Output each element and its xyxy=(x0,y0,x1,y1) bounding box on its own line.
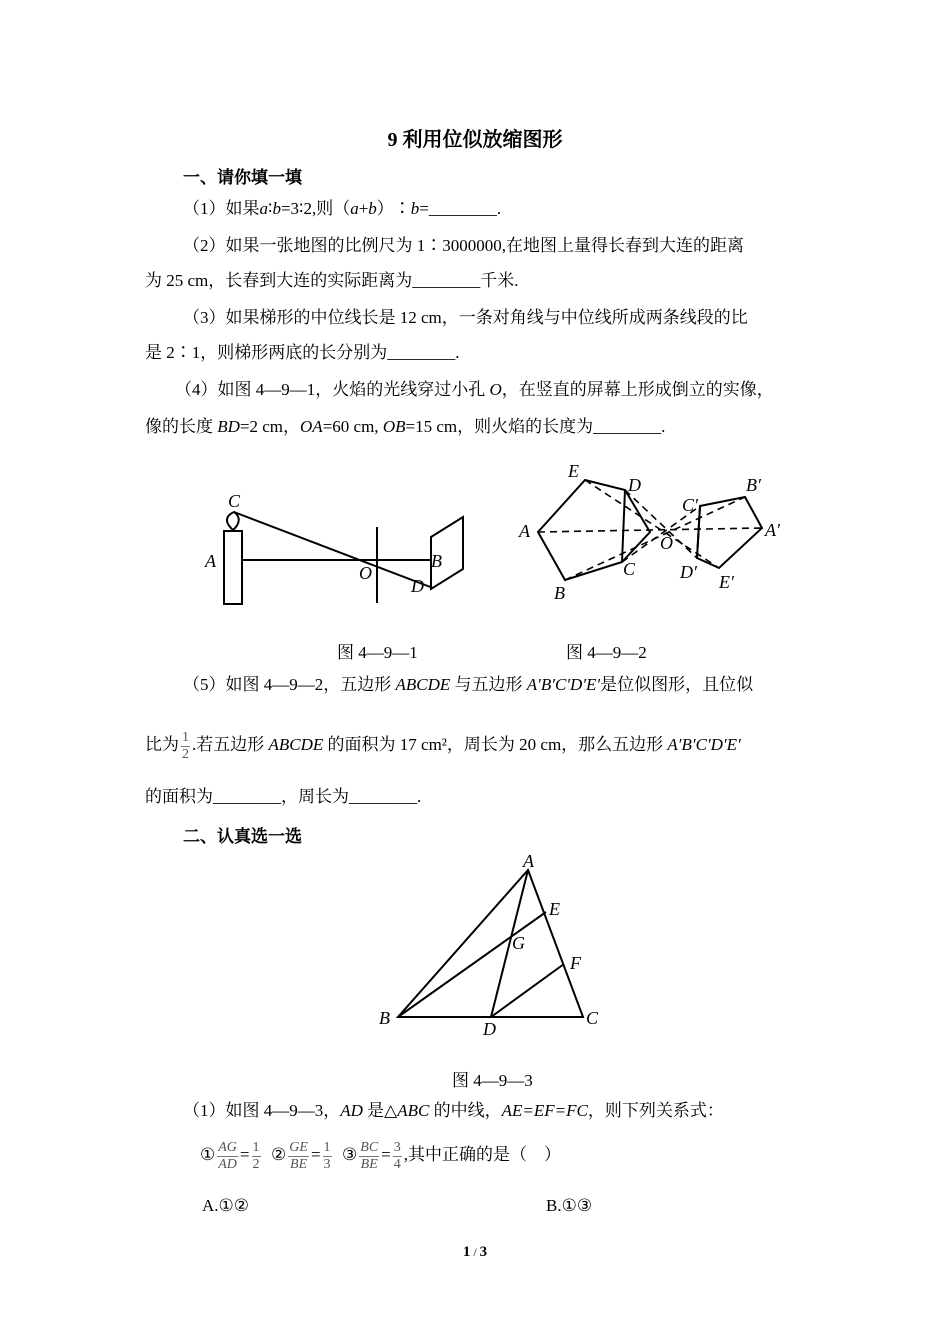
option-B[interactable]: B.①③ xyxy=(546,1196,593,1215)
flame xyxy=(227,512,239,530)
label-Bp: B′ xyxy=(746,475,761,495)
label-O: O xyxy=(660,533,673,553)
question-1-5-line3: 的面积为________，周长为________. xyxy=(145,787,422,806)
fraction-one-half: $\frac{1}{2}$ xyxy=(252,1139,260,1172)
label-D: D xyxy=(628,475,641,495)
label-B: B xyxy=(554,583,565,603)
label-E: E xyxy=(549,899,560,919)
segment-BE xyxy=(398,912,546,1017)
label-G: G xyxy=(512,933,525,953)
question-1-4-line1: （4）如图 4—9—1，火焰的光线穿过小孔 O，在竖直的屏幕上形成倒立的实像， xyxy=(175,380,774,399)
question-1-4-line2: 像的长度 BD=2 cm，OA=60 cm, OB=15 cm，则火焰的长度为________. xyxy=(145,417,666,436)
label-O: O xyxy=(359,563,372,583)
label-C: C xyxy=(228,491,241,511)
fraction-three-quarters: $\frac{3}{4}$ xyxy=(393,1139,401,1172)
label-A: A xyxy=(523,851,534,871)
question-2-1-line1: （1）如图 4—9—3，AD 是△ABC 的中线，AE=EF=FC，则下列关系式： xyxy=(183,1101,724,1120)
question-1-5-line1: （5）如图 4—9—2，五边形 ABCDE 与五边形 A′B′C′D′E′是位似图形，且位似 xyxy=(183,675,754,694)
candle-body xyxy=(224,531,242,604)
label-C: C xyxy=(623,559,636,579)
caption-fig1: 图 4—9—1 xyxy=(337,643,418,662)
label-A: A xyxy=(205,551,216,571)
label-F: F xyxy=(570,953,581,973)
triangle-ABC xyxy=(398,870,583,1017)
fraction-GE-BE: $\frac{GE}{BE}$ xyxy=(289,1139,308,1172)
fraction-AG-AD: $\frac{AG}{AD}$ xyxy=(218,1139,237,1172)
label-Ep: E′ xyxy=(719,572,734,592)
label-B: B xyxy=(379,1008,390,1028)
fraction-half: $\frac{1}{2}$ xyxy=(182,729,189,762)
label-C: C xyxy=(586,1008,599,1028)
question-2-1-relations: ① $\frac{AG}{AD}$ = $\frac{1}{2}$ ② $\frac{GE}{BE}$ = $\frac{1}{3}$ ③ $\frac{BC}{BE}$ = $\frac{3}{4}$ ,其中正确的是（ ） xyxy=(200,1139,562,1172)
label-E: E xyxy=(568,461,579,481)
label-Dp: D′ xyxy=(680,562,697,582)
figure-pinhole xyxy=(195,485,480,615)
fraction-one-third: $\frac{1}{3}$ xyxy=(323,1139,331,1172)
label-D: D xyxy=(483,1019,496,1039)
question-1-2-line2: 为 25 cm，长春到大连的实际距离为________千米. xyxy=(145,271,519,290)
page-title: 9 利用位似放缩图形 xyxy=(387,129,563,151)
label-D: D xyxy=(411,576,424,596)
question-1-1: （1）如果a∶b=3∶2,则（a+b）∶b=________. xyxy=(183,199,502,218)
caption-fig3: 图 4—9—3 xyxy=(452,1071,533,1090)
question-1-2-line1: （2）如果一张地图的比例尺为 1∶3000000,在地图上量得长春到大连的距离 xyxy=(183,236,744,255)
section-heading-fill: 一、请你填一填 xyxy=(183,168,302,187)
fraction-BC-BE: $\frac{BC}{BE}$ xyxy=(360,1139,379,1172)
light-ray xyxy=(234,512,433,588)
figure-triangle xyxy=(370,845,620,1045)
option-A[interactable]: A.①② xyxy=(202,1196,250,1215)
caption-fig2: 图 4—9—2 xyxy=(566,643,647,662)
page-number: 1 / 3 xyxy=(462,1244,488,1260)
label-B: B xyxy=(431,551,442,571)
label-Ap: A′ xyxy=(765,520,780,540)
label-Cp: C′ xyxy=(682,495,698,515)
question-1-3-line2: 是 2∶1，则梯形两底的长分别为________. xyxy=(145,343,460,362)
question-1-3-line1: （3）如果梯形的中位线长是 12 cm，一条对角线与中位线所成两条线段的比 xyxy=(183,308,748,327)
figure-pentagons xyxy=(510,455,800,605)
question-1-5-line2: 比为 $\frac{1}{2}$ .若五边形 ABCDE 的面积为 17 cm²，周长为 20 cm，那么五边形 A′B′C′D′E′ xyxy=(145,729,741,762)
pentagon-small xyxy=(697,497,762,568)
section-heading-choose: 二、认真选一选 xyxy=(183,827,302,846)
label-A: A xyxy=(519,521,530,541)
